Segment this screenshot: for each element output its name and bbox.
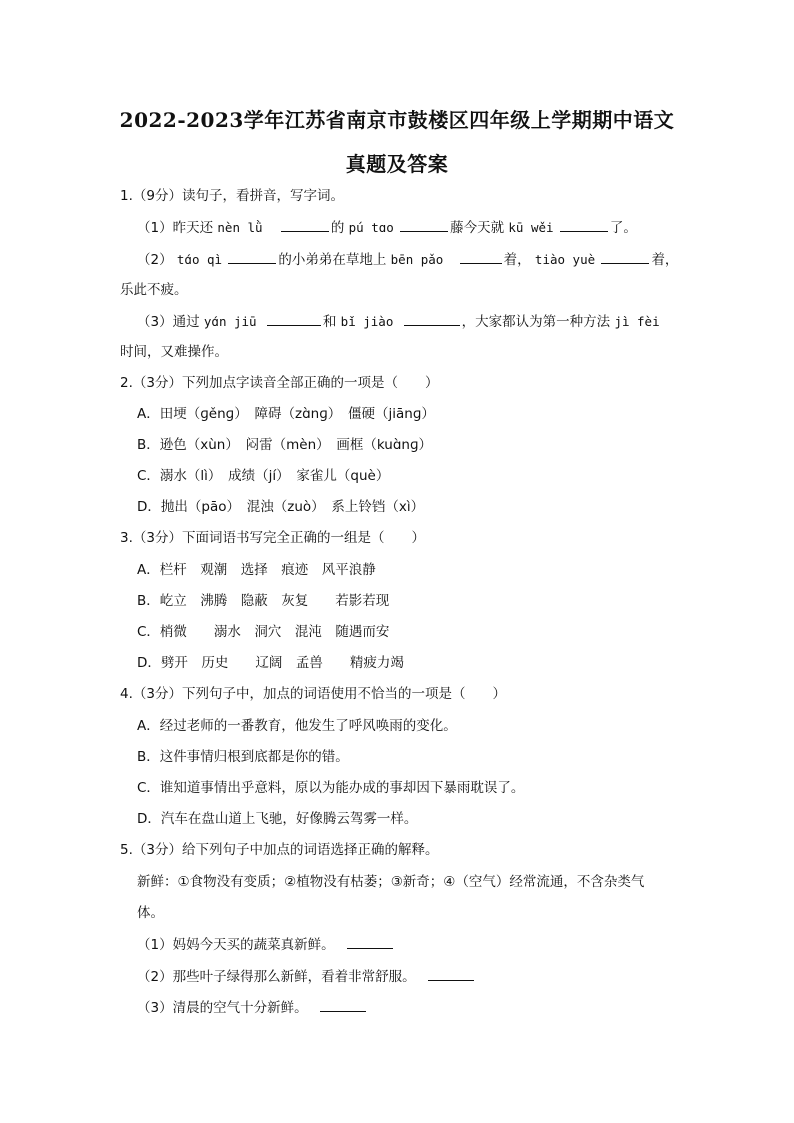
answer-blank[interactable] (404, 311, 460, 326)
q5-stem: 5.（3分）给下列句子中加点的词语选择正确的解释。 (120, 842, 439, 858)
q3-option-a[interactable]: A．栏杆 观潮 选择 痕迹 风平浪静 (137, 562, 376, 578)
q1-sentence-3-cont: 时间，又难操作。 (120, 344, 228, 360)
q1-s3-pinyin-1: yɑ́n jiū (203, 314, 257, 329)
q5-item-1 (137, 934, 395, 955)
answer-blank[interactable] (320, 997, 366, 1012)
q5-item-2 (137, 966, 476, 987)
q2-option-a[interactable]: A．田埂（ɡěnɡ） 障碍（zɑ̀nɡ） 僵硬（jiānɡ） (137, 406, 435, 422)
q1-s2-pinyin-3: tiào yuè (534, 252, 596, 267)
q2-stem: 2.（3分）下列加点字读音全部正确的一项是（ ） (120, 375, 439, 391)
answer-blank[interactable] (400, 217, 448, 232)
q5-definition-line1: 新鲜：①食物没有变质；②植物没有枯萎；③新奇；④（空气）经常流通，不含杂类气 (137, 874, 645, 890)
q1-s2-text-a: （2） (137, 252, 173, 268)
q4-option-a[interactable]: A．经过老师的一番教育，他发生了呼风唤雨的变化。 (137, 718, 457, 734)
q1-s1-text-d: 了。 (609, 220, 637, 236)
q1-s3-text-b: 和 (322, 314, 337, 330)
q1-sentence-2 (137, 249, 678, 270)
answer-blank[interactable] (560, 217, 608, 232)
answer-blank[interactable] (267, 311, 321, 326)
answer-blank[interactable] (428, 966, 474, 981)
answer-blank[interactable] (347, 934, 393, 949)
q2-option-c[interactable]: C．溺水（lì） 成绩（jí） 家雀儿（què） (137, 468, 390, 484)
q1-s3-pinyin-2: bǐ jiào (340, 314, 394, 329)
q1-s2-pinyin-2: bēn pǎo (390, 252, 444, 267)
q1-s1-pinyin-1: nèn lǜ (217, 220, 263, 235)
q3-option-d[interactable]: D．劈开 历史 辽阔 孟兽 精疲力竭 (137, 655, 404, 671)
q2-option-b[interactable]: B．逊色（xùn） 闷雷（mèn） 画框（kuɑ̀nɡ） (137, 437, 433, 453)
answer-blank[interactable] (281, 217, 329, 232)
q1-sentence-3 (137, 311, 660, 332)
q1-stem: 1.（9分）读句子，看拼音，写字词。 (120, 188, 344, 204)
q4-stem: 4.（3分）下列句子中，加点的词语使用不恰当的一项是（ ） (120, 686, 506, 702)
q5-item-3-text: （3）清晨的空气十分新鲜。 (137, 1000, 308, 1016)
exam-title-line1: 2022-2023学年江苏省南京市鼓楼区四年级上学期期中语文 (119, 108, 675, 132)
q4-option-c[interactable]: C．谁知道事情出乎意料，原以为能办成的事却因下暴雨耽误了。 (137, 780, 525, 796)
q1-sentence-2-cont: 乐此不疲。 (120, 282, 188, 298)
q1-s3-pinyin-3: jì fèi (614, 314, 660, 329)
q5-item-2-text: （2）那些叶子绿得那么新鲜，看着非常舒服。 (137, 969, 416, 985)
q1-s1-text-c: 藤今天就 (450, 220, 505, 236)
q1-s2-pinyin-1: tɑ́o qì (176, 252, 223, 267)
q5-item-3 (137, 997, 368, 1018)
q1-s3-text-c: ，大家都认为第一种方法 (461, 314, 611, 330)
q3-stem: 3.（3分）下面词语书写完全正确的一组是（ ） (120, 530, 425, 546)
q1-s2-text-d: 着， (651, 252, 679, 268)
q1-s1-pinyin-2: pú tɑo (348, 220, 394, 235)
q1-sentence-1 (137, 217, 637, 238)
q5-item-1-text: （1）妈妈今天买的蔬菜真新鲜。 (137, 937, 335, 953)
q1-s1-text-a: （1）昨天还 (137, 220, 214, 236)
q1-s1-pinyin-3: kū wěi (508, 220, 554, 235)
exam-title-line2: 真题及答案 (345, 152, 449, 176)
q1-s1-text-b: 的 (330, 220, 345, 236)
answer-blank[interactable] (601, 249, 649, 264)
answer-blank[interactable] (228, 249, 276, 264)
q2-option-d[interactable]: D．抛出（pāo） 混浊（zuò） 系上铃铛（xì） (137, 499, 425, 515)
q1-s2-text-c: 着， (503, 252, 531, 268)
q4-option-b[interactable]: B．这件事情归根到底都是你的错。 (137, 749, 349, 765)
q5-definition-line2: 体。 (137, 905, 164, 921)
q4-option-d[interactable]: D．汽车在盘山道上飞驰，好像腾云驾雾一样。 (137, 811, 418, 827)
q3-option-c[interactable]: C．梢微 溺水 洞穴 混沌 随遇而安 (137, 624, 390, 640)
q1-s3-text-a: （3）通过 (137, 314, 200, 330)
answer-blank[interactable] (460, 249, 502, 264)
q1-s2-text-b: 的小弟弟在草地上 (278, 252, 387, 268)
q3-option-b[interactable]: B．屹立 沸腾 隐蔽 灰复 若影若现 (137, 593, 390, 609)
